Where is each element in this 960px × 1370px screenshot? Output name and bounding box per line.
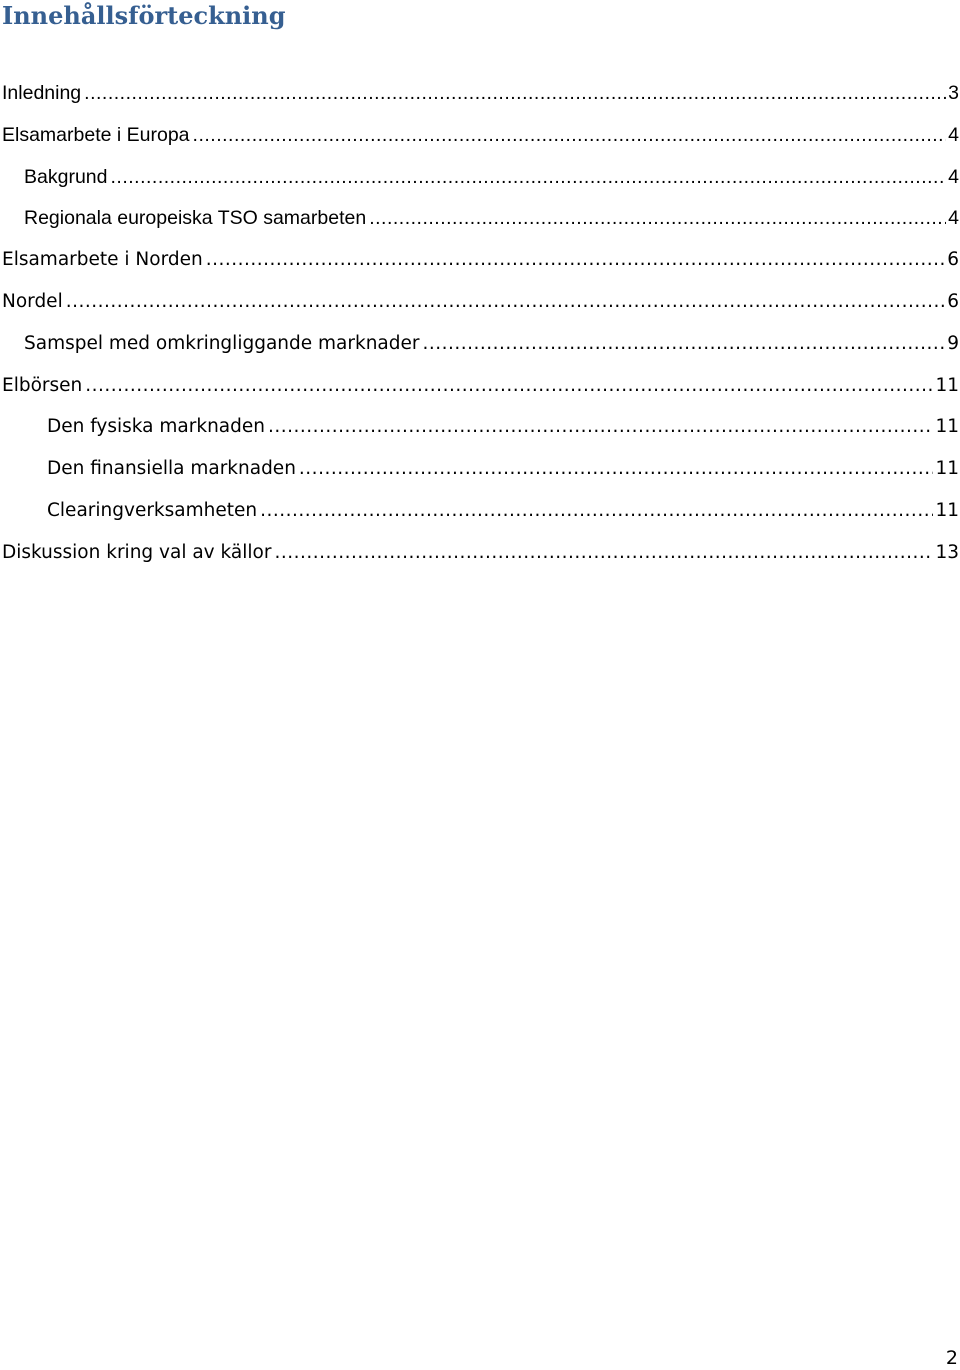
toc-entry-samspel-med-omkringliggande-marknader[interactable] — [0, 331, 960, 373]
toc-entry-page: 13 — [935, 541, 959, 563]
toc-entry-page: 4 — [948, 165, 959, 188]
toc-entry-label: Regionala europeiska TSO samarbeten — [24, 207, 367, 230]
dot-leader — [299, 456, 934, 482]
dot-leader — [193, 122, 947, 148]
toc-entry-page: 11 — [935, 374, 959, 396]
toc-entry-label: Den finansiella marknaden — [47, 458, 296, 480]
toc-entry-label: Elsamarbete i Europa — [2, 123, 190, 146]
dot-leader — [274, 540, 933, 566]
toc-entry-elborsen[interactable] — [0, 373, 960, 415]
toc-entry-label: Diskussion kring val av källor — [2, 541, 272, 563]
toc-entry-page: 4 — [948, 123, 959, 146]
toc-entry-regionala-europeiska-tso-samarbeten[interactable] — [0, 205, 960, 247]
toc-entry-page: 6 — [947, 290, 959, 312]
table-of-contents — [0, 80, 960, 582]
page-number: 2 — [945, 1347, 958, 1369]
toc-entry-page: 4 — [948, 207, 959, 230]
toc-entry-bakgrund[interactable] — [0, 164, 960, 206]
toc-entry-label: Nordel — [2, 290, 63, 312]
toc-entry-page: 11 — [935, 458, 959, 480]
toc-entry-diskussion-kring-val-av-kallor[interactable] — [0, 540, 960, 582]
toc-entry-label: Bakgrund — [24, 165, 108, 188]
toc-entry-nordel[interactable] — [0, 289, 960, 331]
toc-entry-elsamarbete-i-europa[interactable] — [0, 122, 960, 164]
toc-entry-den-fysiska-marknaden[interactable] — [0, 414, 960, 456]
toc-entry-label: Samspel med omkringliggande marknader — [24, 332, 420, 354]
dot-leader — [84, 80, 946, 106]
dot-leader — [369, 205, 946, 231]
toc-entry-page: 3 — [948, 82, 959, 104]
dot-leader — [110, 164, 946, 190]
dot-leader — [268, 414, 933, 440]
toc-entry-page: 11 — [935, 499, 959, 521]
toc-entry-label: Den fysiska marknaden — [47, 416, 265, 438]
toc-entry-label: Elsamarbete i Norden — [2, 249, 203, 271]
toc-entry-page: 11 — [935, 416, 959, 438]
toc-entry-label: Elbörsen — [2, 374, 83, 396]
dot-leader — [85, 373, 933, 399]
toc-entry-page: 6 — [947, 249, 959, 271]
toc-entry-den-finansiella-marknaden[interactable] — [0, 456, 960, 498]
toc-entry-inledning[interactable] — [0, 80, 960, 122]
toc-title: Innehållsförteckning — [2, 1, 286, 30]
dot-leader — [66, 289, 946, 315]
dot-leader — [260, 498, 933, 524]
toc-entry-page: 9 — [947, 332, 959, 354]
toc-entry-clearingverksamheten[interactable] — [0, 498, 960, 540]
dot-leader — [422, 331, 945, 357]
toc-entry-label: Inledning — [2, 82, 82, 104]
toc-entry-label: Clearingverksamheten — [47, 499, 258, 521]
dot-leader — [206, 247, 946, 273]
toc-entry-elsamarbete-i-norden[interactable] — [0, 247, 960, 289]
